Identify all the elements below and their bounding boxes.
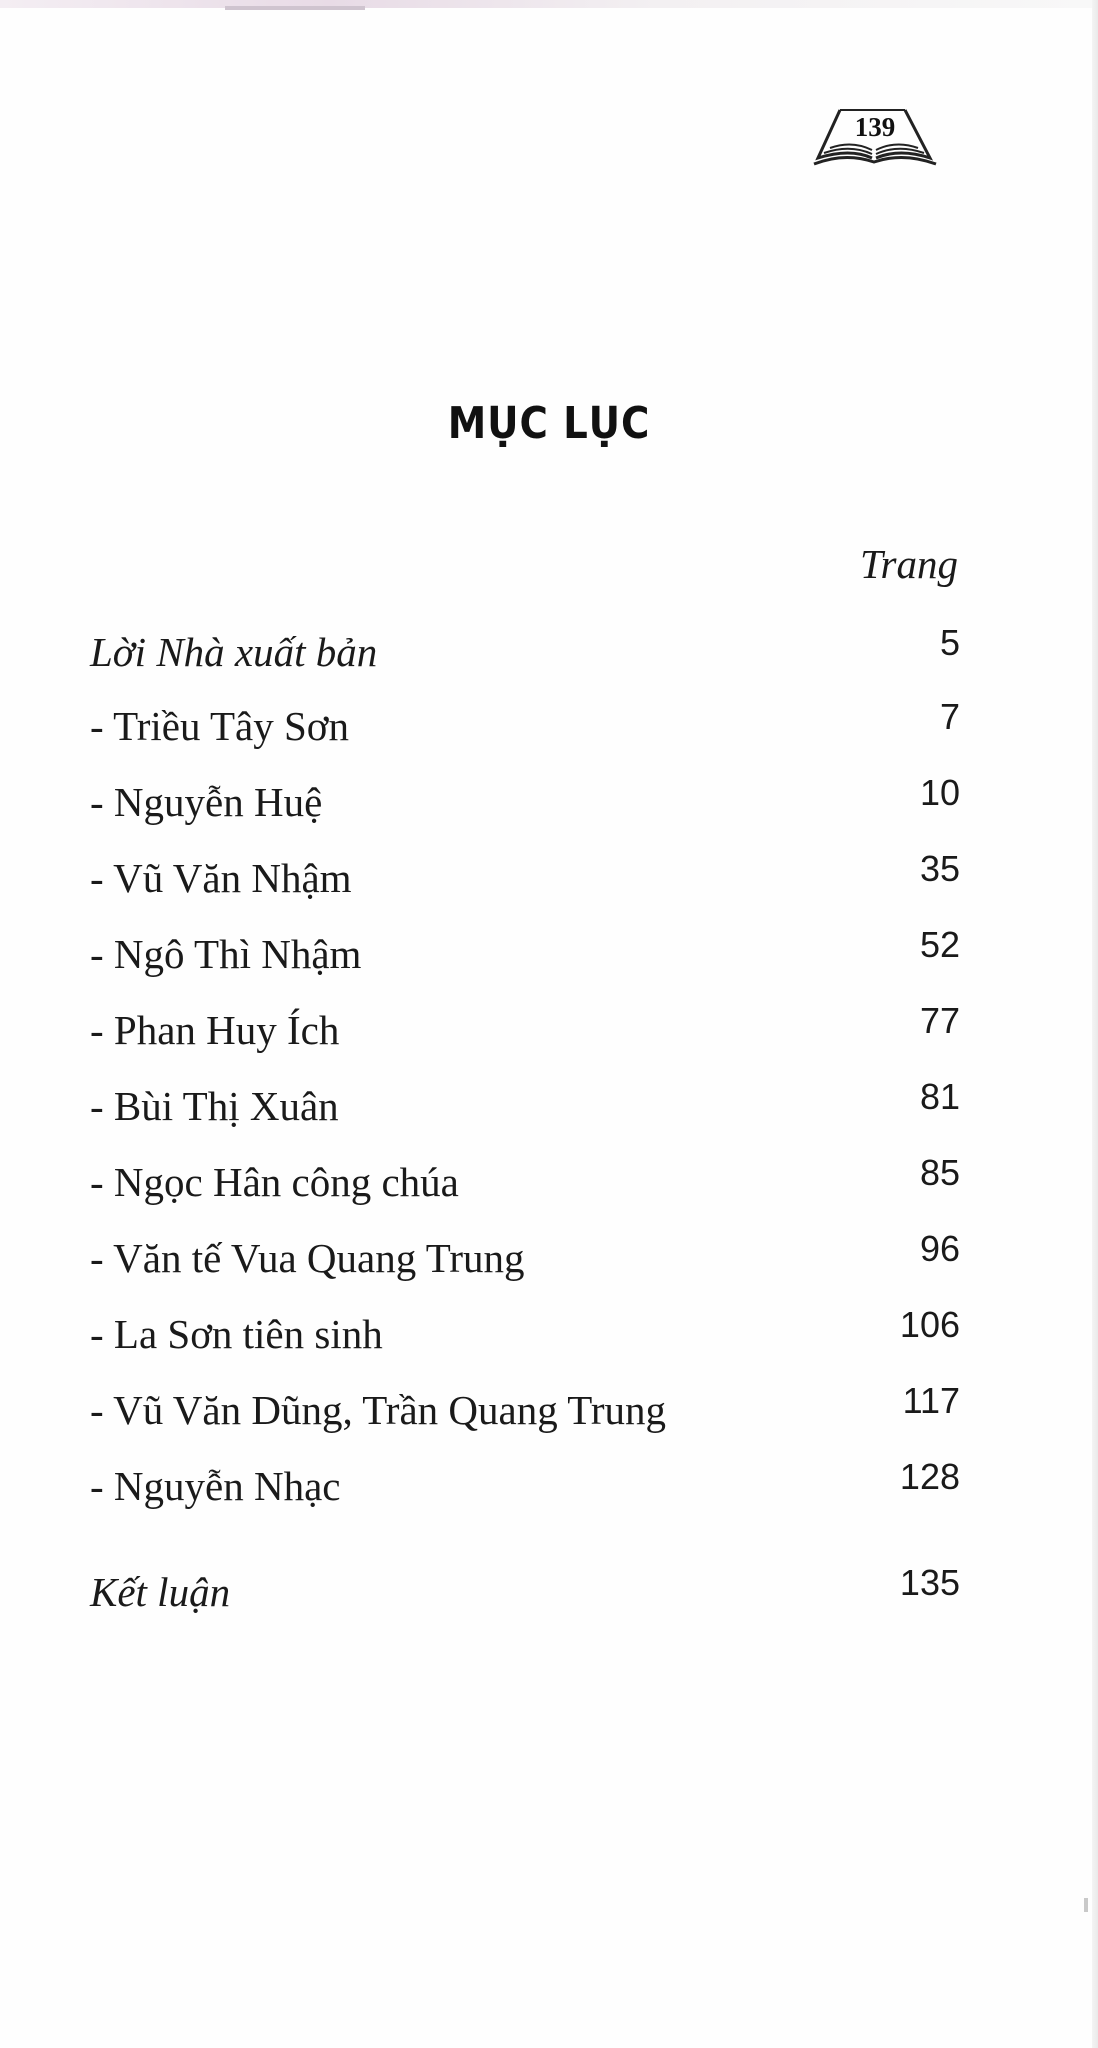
toc-entry-page: 128 [899,1456,960,1497]
toc-entry-page: 52 [919,924,960,965]
toc-entry-label: - Bùi Thị Xuân [90,1083,339,1129]
toc-entry [0,1380,1098,1446]
toc-entry [0,1456,1098,1522]
toc-entry-label: - Phan Huy Ích [90,1007,340,1053]
toc-entry-label: - Nguyễn Huệ [90,779,323,825]
toc-entry-page: 35 [919,848,960,889]
page-title: MỤC LỤC [447,398,651,449]
page-number: 139 [854,112,896,142]
toc-entry [0,772,1098,838]
toc-entry [0,1304,1098,1370]
toc-entry-page: 7 [939,696,960,737]
toc-entry-page: 77 [919,1000,960,1041]
toc-entry [0,1562,1098,1628]
toc-entry-label: - Triều Tây Sơn [90,703,349,749]
toc-entry-label: - Nguyễn Nhạc [90,1463,341,1509]
toc-entry-label: - Ngô Thì Nhậm [90,931,362,977]
toc-entry [0,848,1098,914]
toc-entry [0,1076,1098,1142]
toc-entry [0,622,1098,688]
toc-entry-page: 106 [899,1304,960,1345]
toc-entry [0,1000,1098,1066]
toc-entry-label: - La Sơn tiên sinh [90,1311,383,1357]
toc-entry-label: - Vũ Văn Dũng, Trần Quang Trung [90,1387,666,1433]
scan-artifact [1084,1898,1088,1912]
toc-entry-page: 10 [919,772,960,813]
toc-entry [0,1228,1098,1294]
toc-entry-label: Lời Nhà xuất bản [90,629,378,675]
toc-entry-page: 135 [899,1562,960,1603]
toc-entry-label: Kết luận [90,1569,231,1615]
toc-entry [0,696,1098,762]
toc-entry [0,1152,1098,1218]
toc-entry-page: 81 [919,1076,960,1117]
toc-entry-page: 96 [919,1228,960,1269]
toc-entry-page: 85 [919,1152,960,1193]
toc-entry-page: 5 [939,622,960,663]
toc-entry-label: - Vũ Văn Nhậm [90,855,352,901]
page-column-header: Trang [860,541,958,587]
toc-entry-page: 117 [902,1380,960,1421]
toc-entry-label: - Văn tế Vua Quang Trung [90,1235,525,1281]
toc-entry [0,924,1098,990]
toc-entry-label: - Ngọc Hân công chúa [90,1159,459,1205]
